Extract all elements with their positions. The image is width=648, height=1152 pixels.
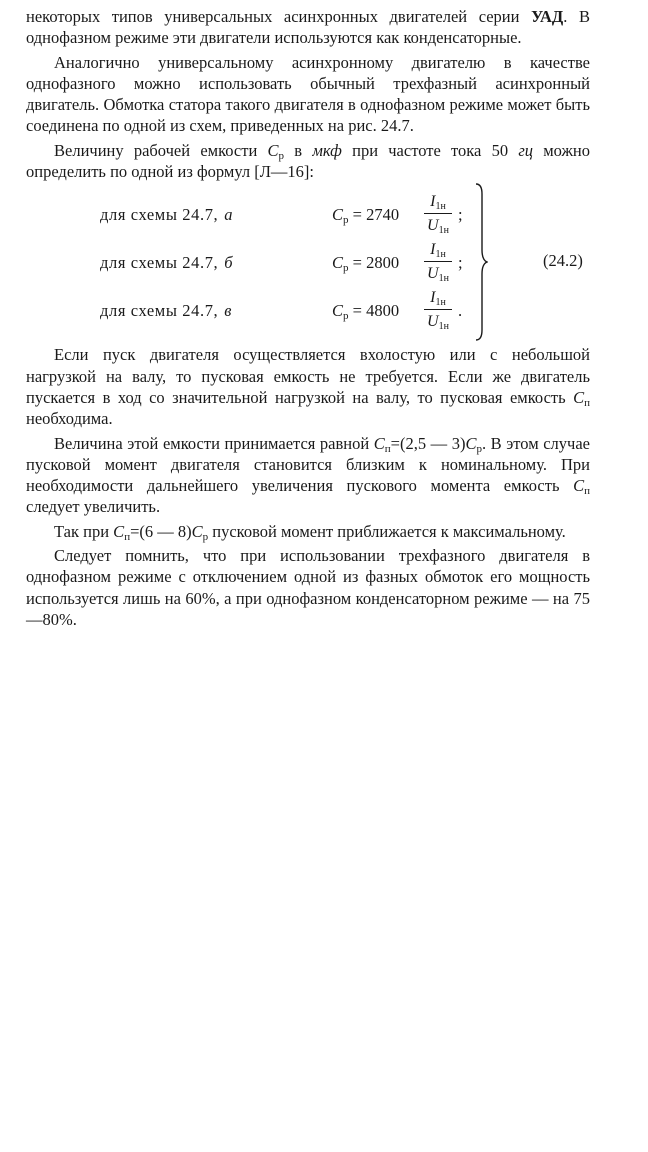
p6-symbol-2: C	[191, 521, 203, 541]
p4-text-end: необходима.	[26, 409, 113, 429]
paragraph-2-text: Аналогично универсальному асинхронному двигателю в качестве однофазного можно использовать обычный трехфазный асинхронный двигатель. Обмотка статора такого двигателя в однофазном режиме может быть соединена по одной из схем, приведенных на рис. 24.7.	[26, 52, 590, 136]
formula-label: для схемы 24.7, в	[100, 301, 233, 321]
series-name: УАД	[531, 7, 564, 26]
paragraph-5	[26, 433, 590, 518]
formula-fraction: $I_{1н}$ $U_{1н}$	[424, 192, 452, 235]
p5-symbol-sub: п	[584, 485, 590, 498]
formula-row	[26, 240, 590, 284]
p4-symbol-sub: п	[584, 396, 590, 409]
p3-text-c: при частоте тока 50	[341, 140, 519, 160]
p5-text-a: Величина этой емкости принимается равной	[54, 433, 374, 453]
paragraph-4	[26, 344, 590, 429]
formula-punct: .	[458, 301, 463, 321]
formula-row	[26, 192, 590, 236]
p3-text-d: можно определить по одной из формул [Л—16]:	[26, 140, 590, 182]
p5-symbol: C	[573, 476, 585, 496]
p3-frequency-unit: гц	[518, 140, 533, 160]
p3-symbol-sub: р	[278, 149, 285, 162]
paragraph-3	[26, 140, 590, 183]
p5-text-b: . В этом случае пусковой момент двигателя становится близким к номинальному. При необходимости дальнейшего увеличения пускового момента емкость	[26, 433, 590, 496]
paragraph-6	[26, 521, 590, 542]
p6-symbol-2-sub: р	[202, 530, 209, 543]
p6-text-a: Так при	[54, 521, 114, 541]
p3-text-a: Величину рабочей емкости	[54, 140, 268, 160]
p6-symbol: C	[113, 521, 125, 541]
p3-symbol: C	[267, 140, 279, 160]
paragraph-1	[26, 6, 590, 49]
p6-symbol-sub: п	[124, 530, 131, 543]
p6-text-b: пусковой момент приближается к максимальному.	[208, 521, 566, 541]
p4-symbol: C	[573, 387, 585, 407]
formula-fraction: $I_{1н}$ $U_{1н}$	[424, 288, 452, 331]
p3-unit: мкф	[312, 140, 342, 160]
formula-fraction: $I_{1н}$ $U_{1н}$	[424, 240, 452, 283]
p5-text-c: следует увеличить.	[26, 497, 161, 517]
p4-text: Если пуск двигателя осуществляется вхолостую или с небольшой нагрузкой на валу, то пусковая емкость не требуется. Если же двигатель пускается в ход со значительной нагрузкой на валу, то пусковая емкость	[26, 345, 590, 407]
p5-formula-sub: п	[384, 442, 391, 455]
right-brace	[474, 182, 488, 342]
formula-lhs: $C_р = 2800$	[332, 253, 400, 275]
paragraph-7-text: Следует помнить, что при использовании трехфазного двигателя в однофазном режиме с отключением одной из фазных обмоток его мощность используется лишь на 60%, а при однофазном конденсаторном режиме — на 75—80%.	[26, 546, 590, 629]
formula-label: для схемы 24.7, б	[100, 253, 234, 273]
formula-lhs: $C_р = 2740$	[332, 205, 400, 227]
p5-formula-c: C	[465, 433, 477, 453]
p3-text-b: в	[284, 140, 313, 160]
paragraph-7	[26, 545, 590, 630]
paragraph-2	[26, 52, 590, 137]
paragraph-1-rest: . В однофазном режиме эти двигатели используются как конденсаторные.	[26, 7, 590, 48]
document-page	[26, 6, 590, 630]
formula-block	[26, 192, 590, 336]
formula-punct: ;	[458, 253, 463, 273]
paragraph-1-text: некоторых типов универсальных асинхронных двигателей серии	[26, 7, 520, 26]
formula-label: для схемы 24.7, а	[100, 205, 234, 225]
p5-formula-csub: р	[476, 442, 482, 455]
formula-punct: ;	[458, 205, 463, 225]
p6-range: =(6 — 8)	[130, 521, 192, 541]
formula-row	[26, 288, 590, 332]
p5-formula-range: =(2,5 — 3)	[390, 433, 466, 453]
equation-number: (24.2)	[543, 251, 583, 271]
formula-lhs: $C_р = 4800$	[332, 301, 400, 323]
p5-formula-symbol: C	[373, 433, 385, 453]
